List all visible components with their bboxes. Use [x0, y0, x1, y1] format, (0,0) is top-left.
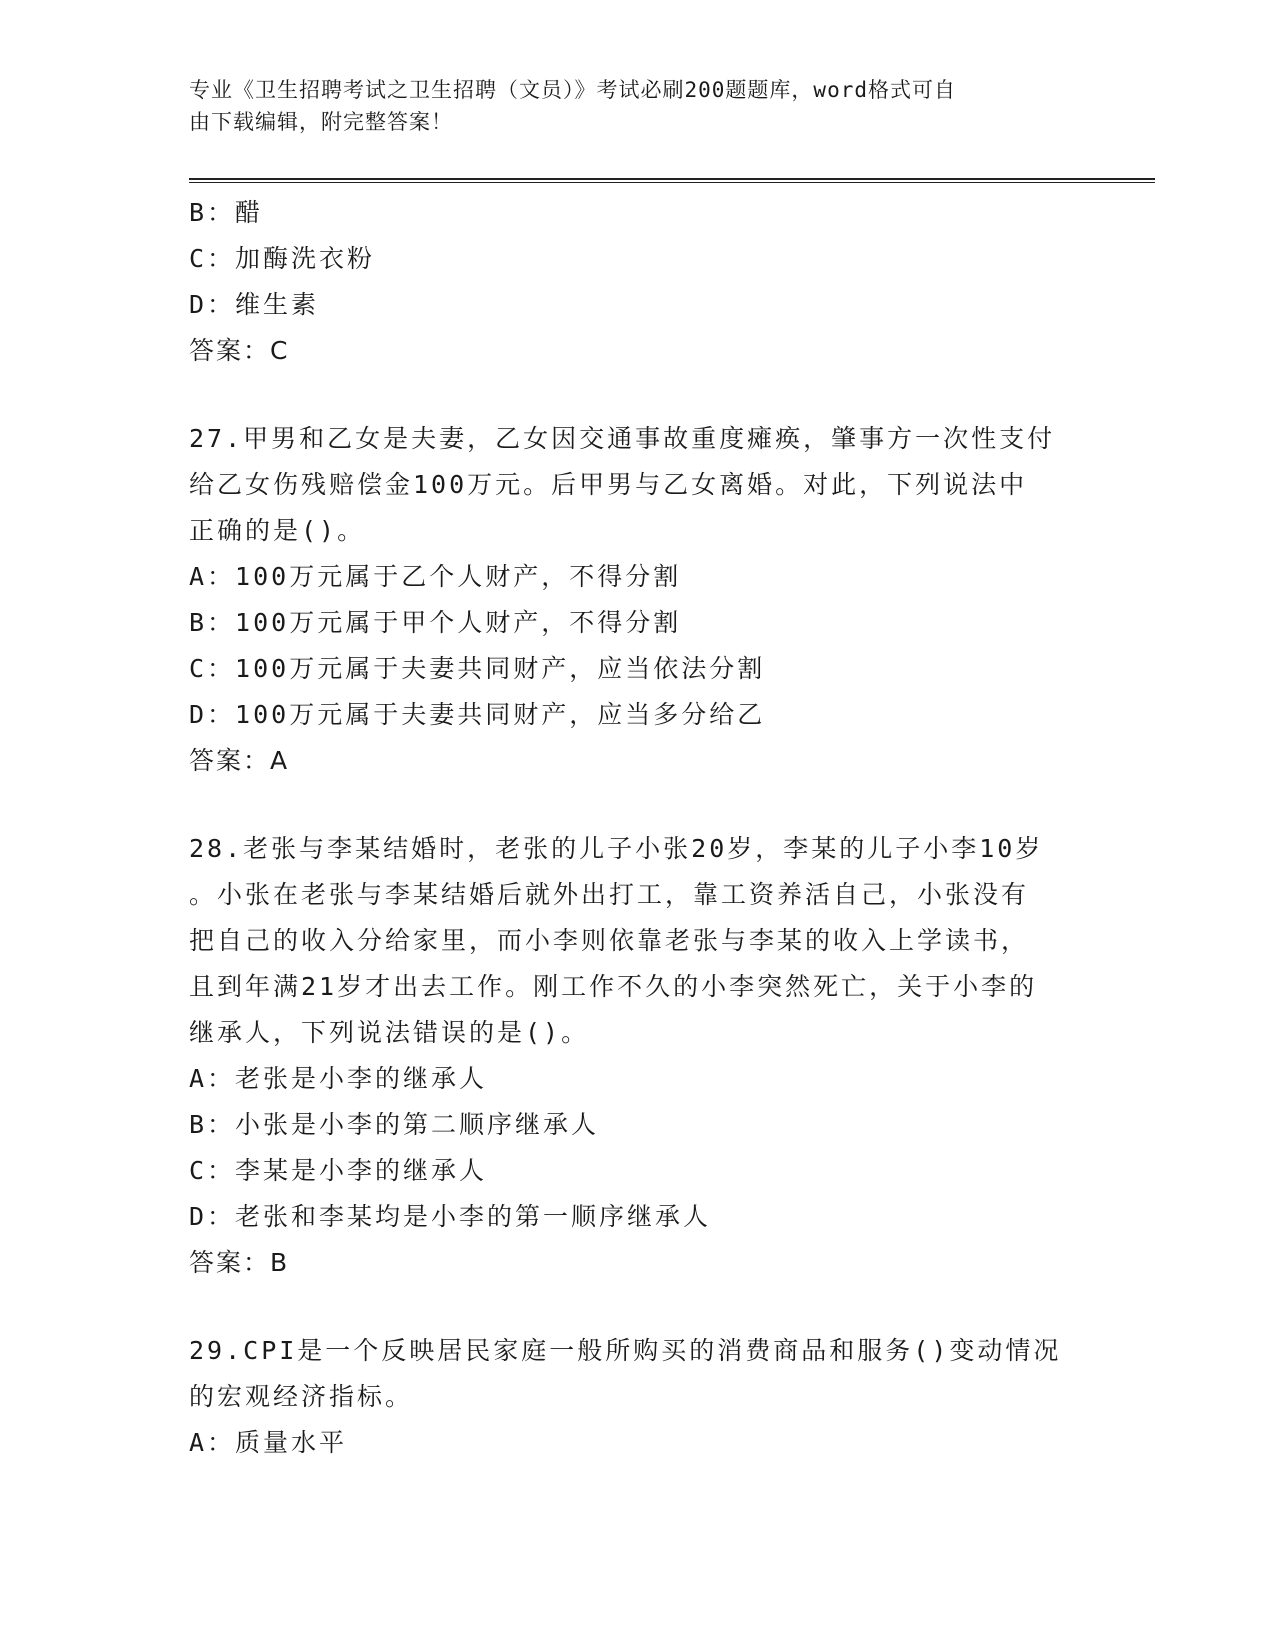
option-d: D：老张和李某均是小李的第一顺序继承人 [189, 1202, 712, 1231]
question-stem-line: 28.老张与李某结婚时，老张的儿子小张20岁，李某的儿子小李10岁 [189, 834, 1044, 863]
option-c: C：加酶洗衣粉 [189, 244, 376, 273]
question-stem-line: 。小张在老张与李某结婚后就外出打工，靠工资养活自己，小张没有 [189, 880, 1030, 909]
question-gap [189, 784, 1089, 826]
option-b: B：100万元属于甲个人财产，不得分割 [189, 608, 682, 637]
option-a: A：质量水平 [189, 1428, 348, 1457]
document-header [189, 74, 1089, 138]
answer-line: 答案：B [189, 1248, 290, 1277]
answer-line: 答案：A [189, 746, 290, 775]
option-b: B：醋 [189, 198, 264, 227]
question-stem-line: 给乙女伤残赔偿金100万元。后甲男与乙女离婚。对此，下列说法中 [189, 470, 1028, 499]
option-a: A：100万元属于乙个人财产，不得分割 [189, 562, 682, 591]
question-stem-line: 的宏观经济指标。 [189, 1382, 414, 1411]
option-a: A：老张是小李的继承人 [189, 1064, 488, 1093]
question-gap [189, 1286, 1089, 1328]
header-divider-thick [189, 178, 1155, 180]
question-gap [189, 374, 1089, 416]
header-line-2: 由下载编辑，附完整答案！ [189, 110, 453, 134]
option-c: C：李某是小李的继承人 [189, 1156, 488, 1185]
question-content [189, 190, 1089, 1466]
answer-line: 答案：C [189, 336, 290, 365]
option-b: B：小张是小李的第二顺序继承人 [189, 1110, 600, 1139]
option-d: D：100万元属于夫妻共同财产，应当多分给乙 [189, 700, 766, 729]
option-d: D：维生素 [189, 290, 320, 319]
question-26-tail [189, 190, 1089, 374]
question-stem-line: 27.甲男和乙女是夫妻，乙女因交通事故重度瘫痪，肇事方一次性支付 [189, 424, 1056, 453]
option-c: C：100万元属于夫妻共同财产，应当依法分割 [189, 654, 766, 683]
question-29 [189, 1328, 1089, 1466]
question-stem-line: 29.CPI是一个反映居民家庭一般所购买的消费商品和服务()变动情况 [189, 1336, 1062, 1365]
question-stem-line: 正确的是()。 [189, 516, 366, 545]
question-stem-line: 继承人，下列说法错误的是()。 [189, 1018, 590, 1047]
question-stem-line: 且到年满21岁才出去工作。刚工作不久的小李突然死亡，关于小李的 [189, 972, 1038, 1001]
header-line-1: 专业《卫生招聘考试之卫生招聘（文员）》考试必刷200题题库，word格式可自 [189, 78, 956, 102]
header-divider-thin [189, 182, 1155, 183]
question-stem-line: 把自己的收入分给家里，而小李则依靠老张与李某的收入上学读书， [189, 926, 1030, 955]
question-28 [189, 826, 1089, 1286]
question-27 [189, 416, 1089, 784]
